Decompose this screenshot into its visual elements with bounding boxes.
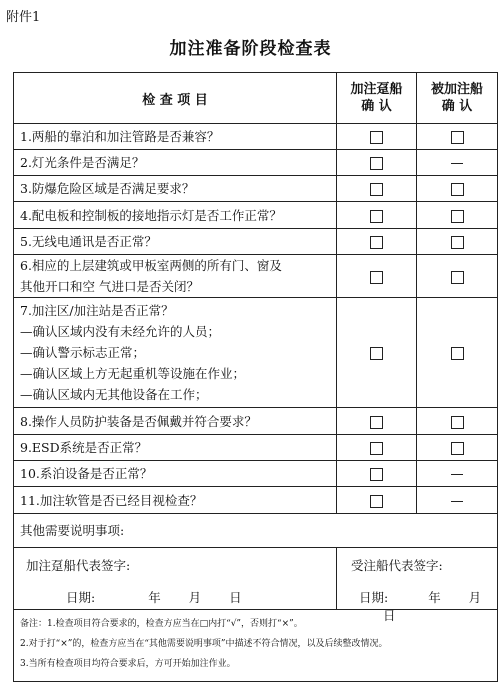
checklist-item-text [14,255,337,298]
note-line: 2.对于打“×”的，检查方应当在“其他需要说明事项”中描述不符合情况，以及后续整改情况。 [20,639,388,649]
supplier-checkbox[interactable] [370,495,383,508]
checklist-item-line: 11.加注软管是否已经目视检查？ [20,492,203,508]
checklist-item-text [14,124,337,150]
checklist-row [14,487,498,514]
supplier-checkbox[interactable] [370,347,383,360]
note-line: 备注：1.检查项目符合要求的，检查方应当在□内打“√”，否则打“×”。 [20,619,303,629]
checklist-item-line: 其他开口和空 气进口是否关闭？ [20,279,199,294]
checklist-row [14,435,498,461]
checklist-row [14,255,498,298]
receiver-confirm-cell [417,124,498,150]
year-label: 年 [148,590,161,605]
month-label: 月 [188,590,202,605]
annex-label: 附件1 [6,10,41,25]
checklist-items [14,124,498,514]
supplier-date [66,588,242,606]
checklist-item-line: —确认警示标志正常； [20,345,146,360]
supplier-confirm-cell [337,150,417,176]
supplier-checkbox[interactable] [370,442,383,455]
receiver-checkbox[interactable] [451,347,464,360]
receiver-signature-label: 受注船代表签字: [351,558,443,573]
supplier-checkbox[interactable] [370,236,383,249]
supplier-checkbox[interactable] [370,416,383,429]
receiver-checkbox[interactable] [451,183,464,196]
receiver-confirm-cell [417,150,498,176]
receiver-confirm-cell [417,176,498,202]
checklist-row [14,298,498,408]
receiver-confirm-cell [417,255,498,298]
supplier-confirm-cell [337,202,417,229]
supplier-checkbox[interactable] [370,468,383,481]
signature-row [14,548,498,610]
checklist-item-text [14,229,337,255]
date-label: 日期: [359,590,389,605]
checklist-item-line: —确认区域内没有未经允许的人员； [20,324,221,339]
supplier-checkbox[interactable] [370,183,383,196]
supplier-confirm-header [337,73,417,124]
receiver-confirm-header [417,73,498,124]
supplier-signature-cell[interactable] [14,548,337,610]
receiver-confirm-cell [417,229,498,255]
supplier-confirm-cell [337,229,417,255]
checklist-item-line: 3.防爆危险区域是否满足要求？ [20,181,195,196]
not-applicable-dash [451,163,463,164]
supplier-confirm-cell [337,176,417,202]
date-label: 日期: [66,590,96,605]
supplier-header-line1: 加注趸船 [350,82,403,97]
supplier-checkbox[interactable] [370,157,383,170]
checklist-item-text [14,487,337,514]
supplier-checkbox[interactable] [370,271,383,284]
page-title: 加注准备阶段检查表 [169,39,332,59]
supplier-header-line2: 确 认 [361,99,392,114]
checklist-row [14,176,498,202]
receiver-checkbox[interactable] [451,416,464,429]
checklist-item-line: 4.配电板和控制板的接地指示灯是否工作正常？ [20,207,282,223]
month-label: 月 [468,590,482,605]
day-label: 日 [229,590,242,605]
other-notes-label: 其他需要说明事项: [14,514,498,548]
receiver-confirm-cell [417,408,498,435]
checklist-table [13,72,498,682]
checklist-row [14,150,498,176]
day-label: 日 [382,608,396,623]
checklist-item-line: —确认区域内无其他设备在工作； [20,387,208,402]
supplier-confirm-cell [337,255,417,298]
supplier-confirm-cell [337,124,417,150]
receiver-confirm-cell [417,202,498,229]
not-applicable-dash [451,474,463,475]
checklist-item-line: 10.系泊设备是否正常？ [20,466,153,481]
receiver-header-line2: 确 认 [441,99,473,114]
supplier-checkbox[interactable] [370,131,383,144]
checklist-item-text [14,150,337,176]
checklist-item-text [14,435,337,461]
supplier-checkbox[interactable] [370,210,383,223]
not-applicable-dash [451,501,463,502]
supplier-confirm-cell [337,461,417,487]
checklist-item-text [14,298,337,408]
receiver-checkbox[interactable] [451,442,464,455]
receiver-checkbox[interactable] [451,271,464,284]
receiver-confirm-cell [417,435,498,461]
supplier-confirm-cell [337,298,417,408]
checklist-item-line: 7.加注区/加注站是否正常？ [20,303,174,318]
checklist-item-text [14,461,337,487]
checklist-row [14,408,498,435]
receiver-signature-cell[interactable] [337,548,498,623]
item-column-header: 检 查 项 目 [14,73,337,124]
checklist-item-line: 2.灯光条件是否满足？ [20,155,145,170]
checklist-row [14,461,498,487]
checklist-row [14,202,498,229]
receiver-confirm-cell [417,461,498,487]
receiver-checkbox[interactable] [451,210,464,223]
checklist-row [14,229,498,255]
year-label: 年 [428,590,441,605]
checklist-item-text [14,408,337,435]
supplier-confirm-cell [337,408,417,435]
checklist-item-line: 5.无线电通讯是否正常？ [20,234,157,249]
supplier-signature-label: 加注趸船代表签字: [26,558,131,573]
checklist-item-line: 1.两船的靠泊和加注管路是否兼容？ [20,129,220,144]
other-notes-row [14,514,498,548]
receiver-date [359,588,497,624]
header-row [14,73,498,124]
checklist-item-line: 6.相应的上层建筑或甲板室两侧的所有门、窗及 [20,258,282,273]
receiver-confirm-cell [417,298,498,408]
note-line: 3.当所有检查项目均符合要求后，方可开始加注作业。 [20,659,236,669]
checklist-item-text [14,176,337,202]
supplier-confirm-cell [337,435,417,461]
checklist-item-line: —确认区域上方无起重机等设施在作业； [20,366,246,381]
supplier-confirm-cell [337,487,417,514]
checklist-item-line: 8.操作人员防护装备是否佩戴并符合要求？ [20,413,257,429]
checklist-item-line: 9.ESD系统是否正常？ [20,440,148,455]
checklist-row [14,124,498,150]
receiver-header-line1: 被加注船 [430,82,483,97]
receiver-checkbox[interactable] [451,131,464,144]
receiver-confirm-cell [417,487,498,514]
receiver-checkbox[interactable] [451,236,464,249]
checklist-item-text [14,202,337,229]
